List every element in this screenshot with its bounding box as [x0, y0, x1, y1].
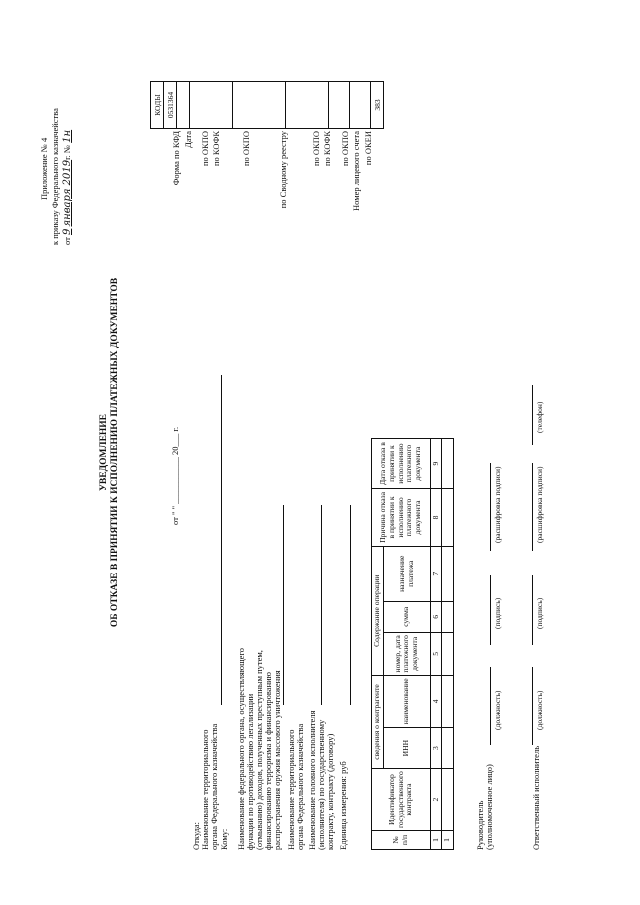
appendix-line-2: к приказу Федерального казначейства — [50, 108, 60, 245]
okpo-label-2: по ОКПО — [241, 131, 251, 167]
fed-body-label-3: (отмыванию) доходов, полученных преступным путем, — [254, 650, 264, 850]
okpo-cell-2[interactable] — [233, 82, 286, 129]
table-cell[interactable] — [442, 632, 454, 675]
head-decoding-line[interactable] — [490, 463, 491, 551]
table-cell[interactable] — [442, 439, 454, 489]
form-code-cell: 0531364 — [164, 82, 177, 129]
kofk-label-1: по КОФК — [211, 131, 221, 167]
executor-label: Ответственный исполнитель — [531, 745, 541, 850]
fed-body-field-line[interactable] — [283, 505, 284, 705]
fed-body-label-5: распространения оружия массового уничтожения — [272, 670, 282, 850]
column-number-cell: 8 — [430, 489, 442, 547]
form-kfd-label: Форма по КФД — [171, 131, 181, 186]
executor-signature-line[interactable] — [532, 575, 533, 645]
executor-decoding-line[interactable] — [532, 463, 533, 551]
okei-label: по ОКЕИ — [363, 131, 373, 166]
col-sum-header: сумма — [383, 601, 430, 632]
table-cell[interactable] — [442, 769, 454, 831]
head-exec-label-1: Наименование головного исполнителя — [307, 710, 317, 850]
table-row — [442, 439, 454, 850]
column-number-cell: 7 — [430, 546, 442, 601]
column-number-cell: 9 — [430, 439, 442, 489]
fed-body-label-4: финансированию терроризма и финансированию — [263, 671, 273, 850]
head-signature-line[interactable] — [490, 575, 491, 645]
account-cell[interactable] — [350, 82, 371, 129]
col-refusal-date-header: Дата отказа в принятии к исполнению платежного документа — [372, 439, 431, 489]
table-cell[interactable] — [442, 675, 454, 727]
okei-code-cell: 383 — [371, 82, 384, 129]
okpo-label-4: по ОКПО — [340, 131, 350, 167]
terr-name-label-1: Наименование территориального — [286, 729, 296, 850]
svodny-reestr-label: по Сводному реестру — [278, 131, 288, 209]
to-label: Кому: — [219, 828, 229, 850]
terr-name-label-2: органа Федерального казначейства — [295, 723, 305, 850]
contractor-group-header: сведения о контрагенте — [372, 675, 384, 768]
territorial-field-line[interactable] — [221, 375, 222, 705]
appendix-line-1: Приложение № 4 — [39, 137, 49, 200]
executor-position-line[interactable] — [532, 667, 533, 745]
document-title: УВЕДОМЛЕНИЕ — [99, 413, 109, 492]
col-reason-header: Причина отказа в принятии к исполнению платежного документа — [372, 489, 431, 547]
date-label: Дата — [183, 131, 193, 148]
column-number-cell: 1 — [430, 831, 442, 850]
svodny-cell[interactable] — [286, 82, 329, 129]
head-decoding-caption: (расшифровка подписи) — [493, 466, 502, 543]
executor-phone-line[interactable] — [532, 385, 533, 445]
row-number-cell: 1 — [442, 831, 454, 850]
refusal-table — [371, 438, 454, 850]
column-number-cell: 5 — [430, 632, 442, 675]
document-subtitle: ОБ ОТКАЗЕ В ПРИНЯТИИ К ИСПОЛНЕНИЮ ПЛАТЕЖНЫХ ДОКУМЕНТОВ — [110, 277, 120, 628]
territorial-label-1: Наименование территориального — [200, 729, 210, 850]
okpo-label-3: по ОКПО — [311, 131, 321, 167]
column-number-cell: 4 — [430, 675, 442, 727]
fed-body-label-1: Наименование федерального органа, осуществляющего — [236, 648, 246, 850]
executor-signature-caption: (подпись) — [535, 597, 544, 629]
head-signer-sublabel: (уполномоченное лицо) — [484, 764, 494, 850]
head-position-line[interactable] — [490, 667, 491, 745]
document-date-line: от " " ___________ 20___ г. — [170, 426, 180, 525]
col-inn-header: ИНН — [383, 727, 430, 768]
head-exec-label-3: контракту, контракту (договору) — [325, 733, 335, 850]
col-purpose-header: назначение платежа — [383, 546, 430, 601]
head-position-caption: (должность) — [493, 690, 502, 730]
terr-name-field-line[interactable] — [321, 505, 322, 705]
executor-decoding-caption: (расшифровка подписи) — [535, 466, 544, 543]
from-label: Откуда: — [191, 821, 201, 850]
codes-table — [150, 81, 384, 129]
table-cell[interactable] — [442, 489, 454, 547]
col-contract-id-header: Идентификатор государственного контракта — [372, 769, 431, 831]
col-name-header: наименование — [383, 675, 430, 727]
column-numbers-row — [430, 439, 442, 850]
okpo-label-1: по ОКПО — [200, 131, 210, 167]
head-signature-caption: (подпись) — [493, 597, 502, 629]
executor-position-caption: (должность) — [535, 690, 544, 730]
fed-body-label-2: функции по противодействию легализации — [245, 693, 255, 850]
okpo-kofk-cell-1[interactable] — [190, 82, 233, 129]
appendix-line-3: от 9 января 2019г. № 1н — [62, 129, 73, 245]
table-cell[interactable] — [442, 727, 454, 768]
table-cell[interactable] — [442, 546, 454, 601]
column-number-cell: 6 — [430, 601, 442, 632]
col-doc-number-header: номер, дата платежного документа — [383, 632, 430, 675]
appendix-month: января 2019 — [62, 159, 73, 227]
account-number-label: Номер лицевого счета — [351, 131, 361, 211]
kofk-label-2: по КОФК — [322, 131, 332, 167]
territorial-label-2: органа Федерального казначейства — [209, 723, 219, 850]
codes-header: КОДЫ — [151, 82, 164, 129]
date-code-cell[interactable] — [177, 82, 190, 129]
head-exec-label-2: (исполнителя) по государственному — [316, 719, 326, 850]
col-number-header: № п/п — [372, 831, 431, 850]
operation-group-header: Содержание операции — [372, 546, 384, 675]
column-number-cell: 2 — [430, 769, 442, 831]
appendix-day: 9 — [62, 228, 73, 236]
column-number-cell: 3 — [430, 727, 442, 768]
head-signer-label: Руководитель — [475, 800, 485, 850]
okpo-kofk-cell-2[interactable] — [329, 82, 350, 129]
unit-label: Единица измерения: руб — [338, 761, 348, 850]
executor-phone-caption: (телефон) — [535, 401, 544, 433]
appendix-number: 1н — [62, 129, 73, 143]
head-exec-field-line[interactable] — [350, 505, 351, 705]
table-cell[interactable] — [442, 601, 454, 632]
